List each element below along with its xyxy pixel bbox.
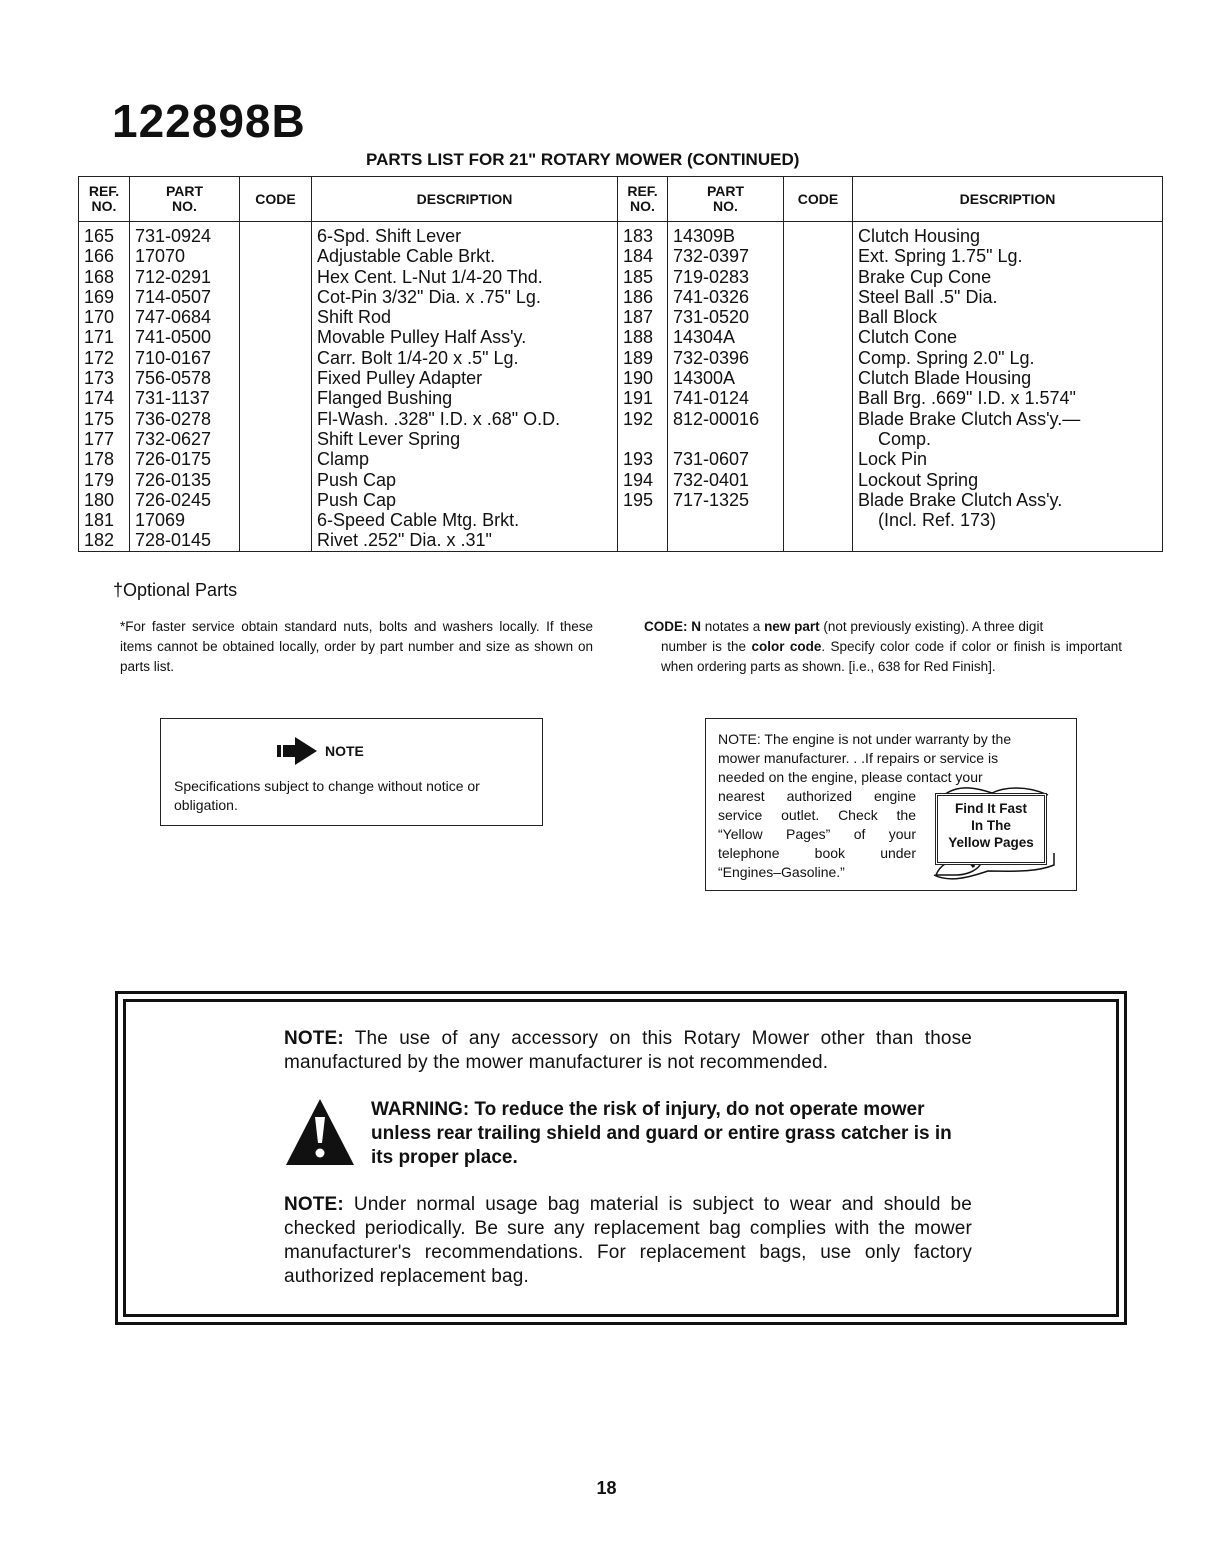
code-new-part: new part xyxy=(764,619,820,634)
badge-line-1: Find It Fast xyxy=(955,801,1027,816)
yellow-pages-badge xyxy=(930,779,1058,883)
parts-table xyxy=(78,176,1163,552)
right-part-numbers: 14309B 732-0397 719-0283 741-0326 731-0520 14304A 732-0396 14300A 741-0124 812-00016 731-0607 732-0401 717-1325 xyxy=(668,222,784,552)
column-header-ref-no: REF. NO. xyxy=(79,177,130,222)
right-ref-numbers: 183 184 185 186 187 188 189 190 191 192 193 194 195 xyxy=(618,222,668,552)
note-text: Specifications subject to change without notice or obligation. xyxy=(174,778,480,813)
code-text-4: . Specify color code if color or finish is important when ordering parts as shown. [i.e., 638 for Red Finish]. xyxy=(661,639,1122,674)
engine-line-1: NOTE: The engine is not under warranty by the xyxy=(718,731,1012,747)
engine-line-4: nearest authorized engine xyxy=(718,788,916,804)
code-n: N xyxy=(691,619,702,634)
code-note-body xyxy=(644,637,1122,677)
table-header-row xyxy=(79,177,1163,222)
engine-line-3: needed on the engine, please contact your xyxy=(718,769,983,785)
badge-line-3: Yellow Pages xyxy=(948,835,1034,850)
column-header-description: DESCRIPTION xyxy=(312,177,618,222)
right-codes xyxy=(784,222,853,552)
column-header-code-2: CODE xyxy=(784,177,853,222)
code-text-1: notates a xyxy=(701,619,765,634)
column-header-description-2: DESCRIPTION xyxy=(853,177,1163,222)
code-text-3: number is the xyxy=(661,639,752,654)
engine-warranty-box xyxy=(705,718,1077,891)
code-text-2: (not previously existing). A three digit xyxy=(819,619,1044,634)
bag-note-text: Under normal usage bag material is subject to wear and should be checked periodically. Be sure any replacement bag complies with the mower manufacturer's recommendations. For replacement bags, use only factory authorized replacement bag. xyxy=(284,1194,972,1287)
left-codes xyxy=(240,222,312,552)
note-header xyxy=(277,737,364,765)
engine-line-7: telephone book under xyxy=(718,845,916,861)
accessory-note-text: The use of any accessory on this Rotary Mower other than those manufactured by the mower manufacturer is not recommended. xyxy=(284,1028,972,1073)
warning-triangle-icon xyxy=(284,1097,356,1167)
warning-message: WARNING: To reduce the risk of injury, do not operate mower unless rear trailing shield and guard or entire grass catcher is in its proper place. xyxy=(371,1099,952,1168)
table-body-row xyxy=(79,222,1163,552)
engine-line-5: service outlet. Check the xyxy=(718,807,916,823)
column-header-part-no: PART NO. xyxy=(130,177,240,222)
left-part-numbers: 731-0924 17070 712-0291 714-0507 747-0684 741-0500 710-0167 756-0578 731-1137 736-0278 732-0627 726-0175 726-0135 726-0245 17069 728-0145 xyxy=(130,222,240,552)
note-label: NOTE xyxy=(325,743,364,759)
column-header-part-no-2: PART NO. xyxy=(668,177,784,222)
code-note xyxy=(644,617,1122,677)
parts-list-title: PARTS LIST FOR 21" ROTARY MOWER (CONTINUED) xyxy=(366,150,800,169)
bag-note-label: NOTE: xyxy=(284,1194,344,1215)
code-label: CODE: xyxy=(644,619,688,634)
document-number: 122898B xyxy=(112,95,306,147)
left-ref-numbers: 165 166 168 169 170 171 172 173 174 175 177 178 179 180 181 182 xyxy=(79,222,130,552)
faster-service-note: *For faster service obtain standard nuts, bolts and washers locally. If these items cannot be obtained locally, order by part number and size as shown on parts list. xyxy=(120,619,593,674)
badge-line-2: In The xyxy=(971,818,1011,833)
page-number: 18 xyxy=(596,1478,617,1498)
bag-wear-note xyxy=(284,1193,972,1289)
accessory-note xyxy=(284,1027,972,1075)
accessory-note-label: NOTE: xyxy=(284,1028,344,1049)
engine-line-6: “Yellow Pages” of your xyxy=(718,826,916,842)
engine-line-8: “Engines–Gasoline.” xyxy=(718,864,845,880)
column-header-ref-no-2: REF. NO. xyxy=(618,177,668,222)
arrow-right-icon xyxy=(277,737,317,765)
column-header-code: CODE xyxy=(240,177,312,222)
note-box xyxy=(160,718,543,826)
right-descriptions: Clutch Housing Ext. Spring 1.75" Lg. Brake Cup Cone Steel Ball .5" Dia. Ball Block Clutch Cone Comp. Spring 2.0" Lg. Clutch Blade Housing Ball Brg. .669" I.D. x 1.574" Blade Brake Clutch Ass'y.— Comp. Lock Pin Lockout Spring Blade Brake Clutch Ass'y. (Incl. Ref. 173) xyxy=(853,222,1163,552)
code-color-code: color code xyxy=(751,639,822,654)
engine-line-2: mower manufacturer. . .If repairs or service is xyxy=(718,750,999,766)
yellow-pages-card xyxy=(935,793,1047,865)
optional-parts-footnote: †Optional Parts xyxy=(113,580,238,600)
left-descriptions: 6-Spd. Shift Lever Adjustable Cable Brkt. Hex Cent. L-Nut 1/4-20 Thd. Cot-Pin 3/32" Dia. x .75" Lg. Shift Rod Movable Pulley Half Ass'y. Carr. Bolt 1/4-20 x .5" Lg. Fixed Pulley Adapter Flanged Bushing Fl-Wash. .328" I.D. x .68" O.D. Shift Lever Spring Clamp Push Cap Push Cap 6-Speed Cable Mtg. Brkt. Rivet .252" Dia. x .31" xyxy=(312,222,618,552)
